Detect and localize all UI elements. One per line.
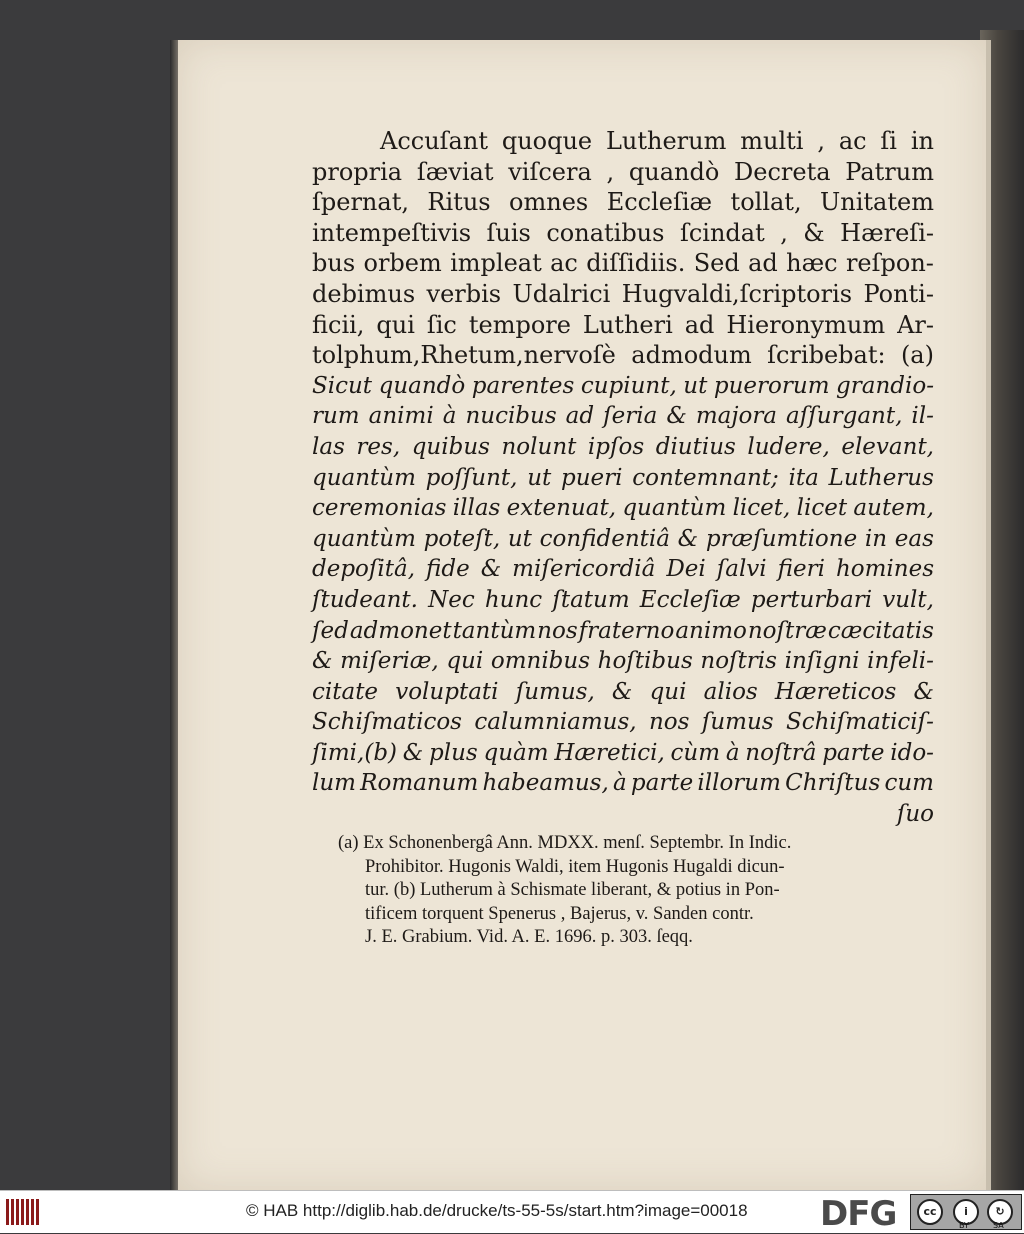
text-line: quantùm poteſt, ut confidentiâ & præſumtione in eas (312, 525, 934, 552)
text-line: ficii, qui ſic tempore Lutheri ad Hieronymum Ar- (312, 310, 934, 339)
text-line: quantùm poſſunt, ut pueri contemnant; ita Lutherus (312, 464, 934, 491)
text-line: & miſeriæ, qui omnibus hoſtibus noſtris inſigni infeli- (312, 648, 934, 675)
text-line: intempeſtivis ſuis conatibus ſcindat , & Hæreſi- (312, 218, 934, 247)
text-line: Sicut quandò parentes cupiunt, ut puerorum grandio- (312, 372, 934, 399)
sa-label: SA (993, 1221, 1004, 1230)
footnote-line: tur. (b) Lutherum à Schismate liberant, & potius in Pon- (365, 880, 780, 901)
share-alike-icon: ↻ (987, 1199, 1013, 1225)
text-line: citate voluptati ſumus, & qui alios Hæreticos & (312, 678, 934, 705)
text-line: ſimi,(b) & plus quàm Hæretici, cùm à noſtrâ parte ido- (312, 739, 934, 766)
text-line: ſpernat, Ritus omnes Eccleſiæ tollat, Unitatem (312, 188, 934, 217)
footnote-line: (a) Ex Schonenbergâ Ann. MDXX. menſ. Septembr. In Indic. (338, 833, 792, 853)
cc-license-badge[interactable] (910, 1194, 1022, 1230)
text-line: ſed admonet tantùm nos fraterno animo noſtræ cæcitatis (312, 617, 934, 644)
text-line: tolphum,Rhetum,nervoſè admodum ſcribebat: (a) (312, 341, 934, 370)
footnote-line: Prohibitor. Hugonis Waldi, item Hugonis Hugaldi dicun- (365, 856, 785, 877)
text-line: bus orbem impleat ac diſſidiis. Sed ad hæc reſpon- (312, 249, 934, 278)
body-text (312, 126, 934, 830)
text-line: propria ſæviat viſcera , quandò Decreta Patrum (312, 157, 934, 186)
text-line: las res, quibus nolunt ipſos diutius ludere, elevant, (312, 433, 934, 460)
text-line: debimus verbis Udalrici Hugvaldi,ſcriptoris Ponti- (312, 279, 934, 308)
text-line: lum Romanum habeamus, à parte illorum Chriſtus cum (312, 770, 934, 797)
cc-icon: cc (917, 1199, 943, 1225)
catchword: ſuo (896, 801, 934, 828)
text-line: ceremonias illas extenuat, quantùm licet, licet autem, (312, 495, 934, 522)
text-line: depoſitâ, fide & miſericordiâ Dei ſalvi fieri homines (312, 556, 934, 583)
attribution-icon: i (953, 1199, 979, 1225)
source-link[interactable]: © HAB http://diglib.hab.de/drucke/ts-55-5s/start.htm?image=00018 (246, 1201, 748, 1220)
footer-bar (0, 1190, 1024, 1233)
text-line: rum animi à nucibus ad ſeria & majora aſſurgant, il- (312, 403, 934, 430)
footnotes (338, 832, 918, 950)
footnote-line: tificem torquent Spenerus , Bajerus, v. Sanden contr. (365, 903, 754, 924)
text-line: ſtudeant. Nec hunc ſtatum Eccleſiæ perturbari vult, (312, 586, 934, 613)
text-line: Schiſmaticos calumniamus, nos ſumus Schiſmaticiſ- (312, 709, 934, 736)
text-line: Accuſant quoque Lutherum multi , ac ſi in (380, 127, 934, 155)
by-label: BY (959, 1221, 969, 1230)
dfg-logo[interactable]: DFG (820, 1194, 897, 1234)
footnote-line: J. E. Grabium. Vid. A. E. 1696. p. 303. ſeqq. (365, 927, 693, 948)
hab-logo[interactable] (6, 1199, 40, 1225)
